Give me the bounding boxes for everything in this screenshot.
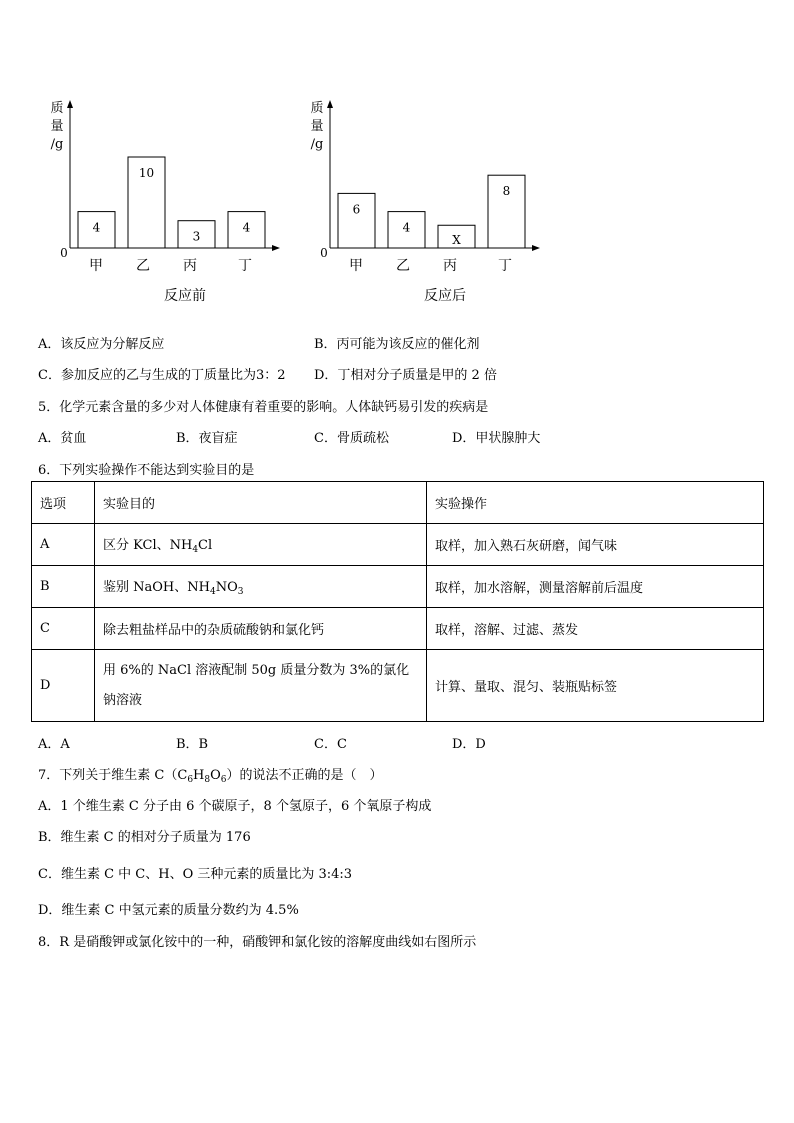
row-option: C — [32, 608, 95, 650]
category-label: 甲 — [89, 258, 103, 274]
y-axis-label: /g — [310, 137, 324, 152]
origin-label: 0 — [320, 246, 328, 260]
y-axis-label: 量 — [50, 119, 64, 134]
chart-after-plot — [310, 100, 540, 304]
q5-stem: 5．化学元素含量的多少对人体健康有着重要的影响。人体缺钙易引发的疾病是 — [38, 400, 489, 415]
row-purpose: 鉴别 NaOH、$NH_4NO_3$ — [95, 566, 427, 608]
q7-option-d[interactable]: D．维生素 C 中氢元素的质量分数约为 4.5% — [38, 903, 299, 918]
q6-option-a[interactable]: A．A — [38, 737, 70, 752]
q6-stem: 6．下列实验操作不能达到实验目的是 — [38, 463, 255, 478]
y-axis-arrow — [67, 100, 73, 108]
y-axis-label: 量 — [310, 119, 324, 134]
row-option: B — [32, 566, 95, 608]
bar-value-label: 3 — [192, 229, 201, 244]
row-operation: 取样，溶解、过滤、蒸发 — [427, 608, 764, 650]
x-axis-arrow — [532, 245, 540, 251]
bar-value-label: 4 — [242, 220, 251, 235]
chart-title: 反应后 — [424, 288, 466, 304]
header-option: 选项 — [32, 482, 95, 524]
row-purpose: 用 6%的 NaCl 溶液配制 50g 质量分数为 3%的氯化钠溶液 — [95, 650, 427, 722]
q7-option-a[interactable]: A．1 个维生素 C 分子由 6 个碳原子，8 个氢原子，6 个氧原子构成 — [38, 799, 432, 814]
x-axis-arrow — [272, 245, 280, 251]
q6-option-c[interactable]: C．C — [314, 737, 347, 752]
q5-option-a[interactable]: A．贫血 — [38, 431, 87, 446]
bar-value-label: 4 — [402, 220, 411, 235]
chart-after — [300, 95, 560, 310]
table-row — [32, 608, 764, 650]
q6-table — [31, 481, 764, 722]
q4-option-b[interactable]: B．丙可能为该反应的催化剂 — [314, 337, 480, 352]
y-axis-label: 质 — [50, 101, 64, 116]
category-label: 丙 — [183, 258, 197, 274]
row-operation: 取样，加入熟石灰研磨，闻气味 — [427, 524, 764, 566]
row-operation: 计算、量取、混匀、装瓶贴标签 — [427, 650, 764, 722]
y-axis-arrow — [327, 100, 333, 108]
q7-stem: 7．下列关于维生素 $C(C_6H_8O_6)$的说法不正确的是（ ） — [38, 768, 383, 785]
q4-option-d[interactable]: D．丁相对分子质量是甲的 2 倍 — [314, 368, 497, 383]
bar-value-label: 10 — [138, 166, 155, 180]
table-row — [32, 566, 764, 608]
q5-option-c[interactable]: C．骨质疏松 — [314, 431, 389, 446]
table-header-row — [32, 482, 764, 524]
row-option: A — [32, 524, 95, 566]
q7-option-c[interactable]: C．维生素 C 中 C、H、O 三种元素的质量比为 3:4:3 — [38, 867, 353, 882]
header-purpose: 实验目的 — [95, 482, 427, 524]
q5-option-b[interactable]: B．夜盲症 — [176, 431, 238, 446]
bar-value-label: 6 — [352, 202, 361, 217]
q6-option-d[interactable]: D．D — [452, 737, 486, 752]
bar-value-label: 4 — [92, 220, 101, 235]
q8-stem: 8．R 是硝酸钾或氯化铵中的一种，硝酸钾和氯化铵的溶解度曲线如右图所示 — [38, 935, 477, 950]
category-label: 乙 — [396, 258, 410, 274]
chart-before-plot — [50, 100, 280, 304]
row-purpose: 除去粗盐样品中的杂质硫酸钠和氯化钙 — [95, 608, 427, 650]
row-operation: 取样，加水溶解，测量溶解前后温度 — [427, 566, 764, 608]
y-axis-label: 质 — [310, 101, 324, 116]
bar-value-label: X — [452, 233, 461, 247]
table-row — [32, 650, 764, 722]
q6-option-b[interactable]: B．B — [176, 737, 209, 752]
q5-option-d[interactable]: D．甲状腺肿大 — [452, 431, 541, 446]
category-label: 甲 — [349, 258, 363, 274]
category-label: 丁 — [498, 258, 512, 274]
chart-title: 反应前 — [164, 288, 206, 304]
q4-option-a[interactable]: A．该反应为分解反应 — [38, 337, 165, 352]
row-option: D — [32, 650, 95, 722]
table-row — [32, 524, 764, 566]
q7-option-b[interactable]: B．维生素 C 的相对分子质量为 176 — [38, 830, 251, 845]
bar-value-label: 8 — [502, 184, 511, 199]
category-label: 丙 — [443, 258, 457, 274]
row-purpose: 区分 KCl、$NH_4Cl$ — [95, 524, 427, 566]
header-operation: 实验操作 — [427, 482, 764, 524]
y-axis-label: /g — [50, 137, 64, 152]
origin-label: 0 — [60, 246, 68, 260]
category-label: 丁 — [238, 258, 252, 274]
chart-before — [40, 95, 300, 310]
q4-option-c[interactable]: C．参加反应的乙与生成的丁质量比为3：2 — [38, 368, 286, 383]
category-label: 乙 — [136, 258, 150, 274]
